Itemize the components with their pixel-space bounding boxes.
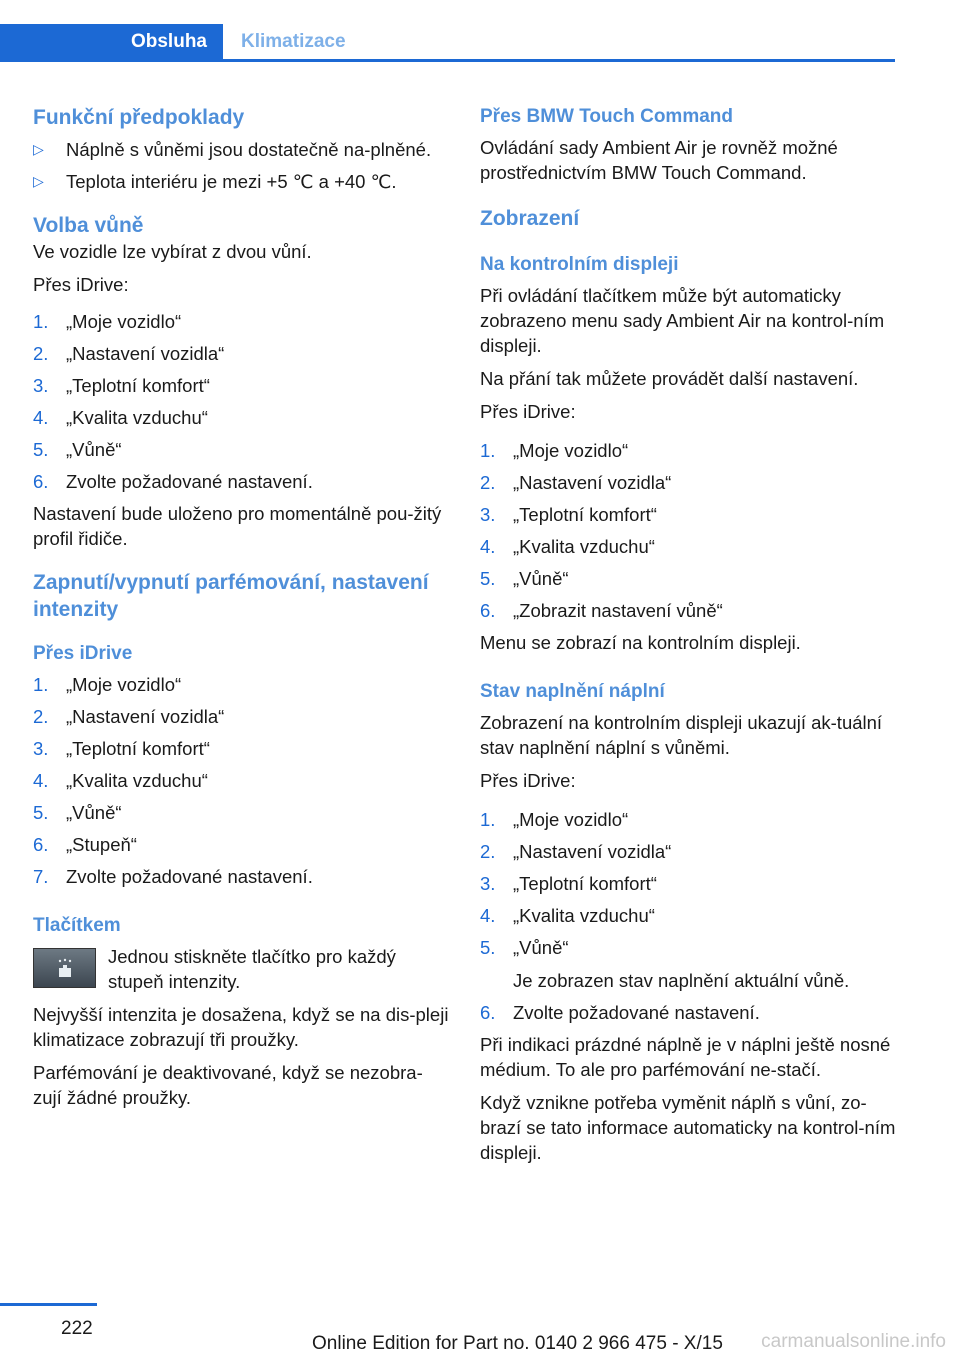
heading-funkcni-predpoklady: Funkční předpoklady (33, 106, 245, 129)
list-item: 1. „Moje vozidlo“ (480, 809, 629, 830)
paragraph: Parfémování je deaktivované, když se nezobra-zují žádné proužky. (33, 1062, 423, 1108)
bullet-list-predpoklady (33, 137, 451, 194)
paragraph: Přes iDrive: (480, 401, 576, 422)
watermark[interactable]: carmanualsonline.info (761, 1331, 946, 1352)
list-item: 4. „Kvalita vzduchu“ (33, 407, 208, 428)
list-item: 4. „Kvalita vzduchu“ (33, 770, 208, 791)
list-item: ▷ Teplota interiéru je mezi +5 ℃ a +40 ℃. (33, 171, 397, 192)
list-item: 6. Zvolte požadované nastavení. (480, 1002, 760, 1023)
list-item: 5. „Vůně“ (33, 439, 122, 460)
list-item: 2. „Nastavení vozidla“ (480, 841, 672, 862)
tab-klimatizace[interactable]: Klimatizace (241, 31, 346, 52)
steps-list-stav (480, 807, 898, 1025)
paragraph: Když vznikne potřeba vyměnit náplň s vůní, zo-brazí se tato informace automaticky na kontrol-ním displeji. (480, 1092, 896, 1163)
edition-text: Online Edition for Part no. 0140 2 966 475 - X/15 (312, 1333, 723, 1354)
list-item: 6. „Zobrazit nastavení vůně“ (480, 600, 723, 621)
button-instruction (33, 944, 451, 994)
list-item: 5. „Vůně“ (33, 802, 122, 823)
list-item: 4. „Kvalita vzduchu“ (480, 536, 655, 557)
tab-obsluha[interactable] (0, 24, 223, 62)
page-number: 222 (61, 1318, 93, 1339)
header-bar (0, 24, 895, 62)
triangle-bullet-icon: ▷ (33, 141, 44, 157)
list-item: 1. „Moje vozidlo“ (33, 674, 182, 695)
list-item: 2. „Nastavení vozidla“ (480, 472, 672, 493)
heading-zobrazeni: Zobrazení (480, 207, 580, 230)
paragraph: Nejvyšší intenzita je dosažena, když se na dis-pleji klimatizace zobrazují tři proužky. (33, 1004, 449, 1050)
list-item: ▷ Náplně s vůněmi jsou dostatečně na-plněné. (33, 139, 432, 160)
fragrance-icon (56, 958, 74, 978)
steps-list-volba (33, 309, 451, 494)
fragrance-button-image (33, 948, 96, 988)
list-item: 6. „Stupeň“ (33, 834, 137, 855)
triangle-bullet-icon: ▷ (33, 173, 44, 189)
list-item: 3. „Teplotní komfort“ (33, 738, 210, 759)
heading-zapnuti-vypnuti: Zapnutí/vypnutí parfémování, nastavení intenzity (33, 571, 429, 621)
subheading-tlacitkem: Tlačítkem (33, 915, 121, 936)
paragraph: Zobrazení na kontrolním displeji ukazují ak-tuální stav naplnění náplní s vůněmi. (480, 712, 883, 758)
paragraph: Při indikaci prázdné náplně je v náplni ještě nosné médium. To ale pro parfémování ne-stačí. (480, 1034, 891, 1080)
paragraph: Ve vozidle lze vybírat z dvou vůní. (33, 241, 312, 262)
button-instruction-text: Jednou stiskněte tlačítko pro každý stupeň intenzity. (108, 946, 396, 992)
footer-rule (0, 1303, 97, 1306)
subheading-stav-napleni: Stav naplnění náplní (480, 681, 665, 702)
steps-list-intenzita (33, 672, 451, 889)
list-item: 1. „Moje vozidlo“ (480, 440, 629, 461)
list-item-note: Je zobrazen stav naplnění aktuální vůně. (513, 970, 850, 991)
steps-list-zobrazeni (480, 438, 898, 623)
tab-obsluha-label: Obsluha (130, 31, 207, 52)
paragraph: Přes iDrive: (480, 770, 576, 791)
subheading-pres-idrive: Přes iDrive (33, 643, 133, 664)
paragraph: Ovládání sady Ambient Air je rovněž možné prostřednictvím BMW Touch Command. (480, 137, 838, 183)
list-item: 2. „Nastavení vozidla“ (33, 343, 225, 364)
list-item: 4. „Kvalita vzduchu“ (480, 905, 655, 926)
list-item: 1. „Moje vozidlo“ (33, 311, 182, 332)
list-item: 3. „Teplotní komfort“ (480, 873, 657, 894)
heading-volba-vune: Volba vůně (33, 214, 144, 237)
subheading-bmw-touch-command: Přes BMW Touch Command (480, 106, 733, 127)
left-column (33, 104, 451, 1110)
list-item: 6. Zvolte požadované nastavení. (33, 471, 313, 492)
right-column (480, 104, 898, 1165)
paragraph: Při ovládání tlačítkem může být automaticky zobrazeno menu sady Ambient Air na kontrol-ním displeji. (480, 285, 885, 356)
list-item: 7. Zvolte požadované nastavení. (33, 866, 313, 887)
list-item: 5. „Vůně“ (480, 568, 569, 589)
paragraph: Nastavení bude uloženo pro momentálně pou-žitý profil řidiče. (33, 503, 442, 549)
subheading-kontrolni-displej: Na kontrolním displeji (480, 254, 679, 275)
paragraph: Přes iDrive: (33, 274, 129, 295)
list-item: 2. „Nastavení vozidla“ (33, 706, 225, 727)
list-item: 5. „Vůně“ Je zobrazen stav naplnění aktuální vůně. (480, 935, 898, 993)
paragraph: Menu se zobrazí na kontrolním displeji. (480, 632, 801, 653)
paragraph: Na přání tak můžete provádět další nastavení. (480, 368, 859, 389)
list-item: 3. „Teplotní komfort“ (33, 375, 210, 396)
list-item: 3. „Teplotní komfort“ (480, 504, 657, 525)
